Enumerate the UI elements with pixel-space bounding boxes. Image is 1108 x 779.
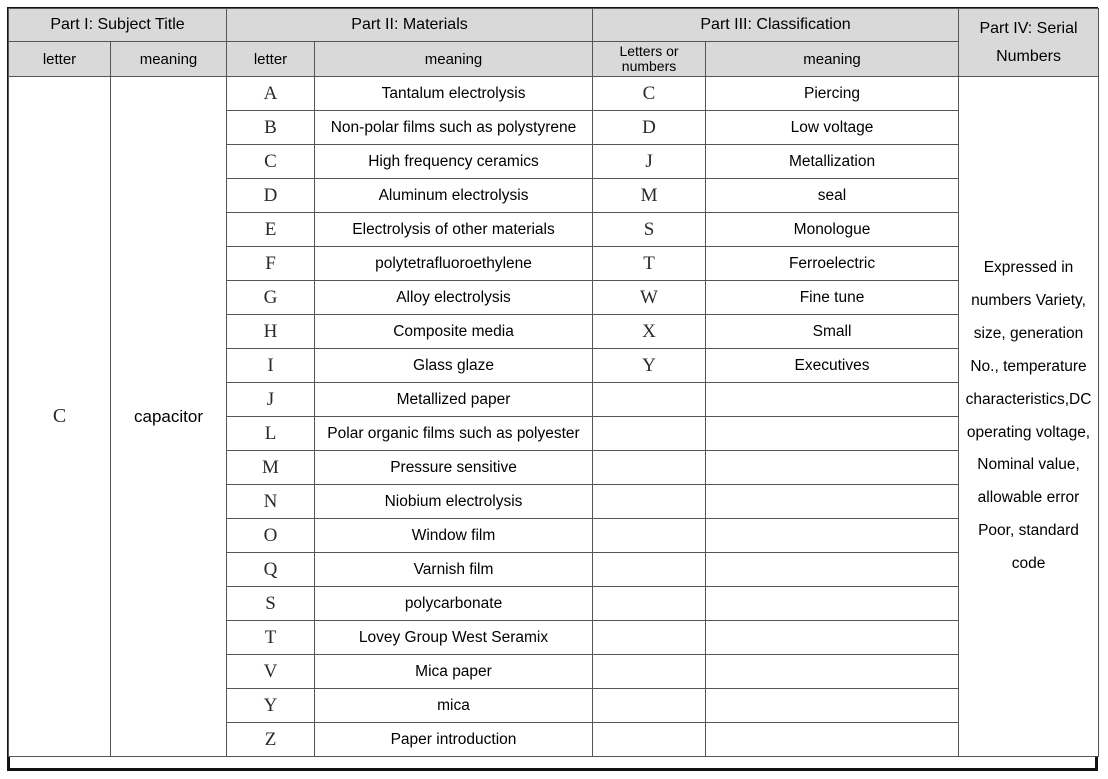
part2-meaning-cell: polytetrafluoroethylene: [315, 247, 593, 281]
part2-meaning-cell: Tantalum electrolysis: [315, 77, 593, 111]
part3-meaning-cell: Fine tune: [706, 281, 959, 315]
part2-meaning-cell: Aluminum electrolysis: [315, 179, 593, 213]
part3-letter-cell: [593, 723, 706, 757]
part2-letter-cell: I: [227, 349, 315, 383]
part4-serial-numbers-cell: Expressed in numbers Variety, size, generation No., temperature characteristics,DC operating voltage, Nominal value, allowable error Poor, standard code: [959, 77, 1099, 757]
part2-meaning-cell: Mica paper: [315, 655, 593, 689]
table-row: [9, 77, 1099, 111]
part3-letter-cell: [593, 553, 706, 587]
part3-letter-cell: [593, 655, 706, 689]
part3-meaning-cell: seal: [706, 179, 959, 213]
part3-meaning-cell: [706, 553, 959, 587]
part2-letter-cell: E: [227, 213, 315, 247]
part3-letter-cell: [593, 689, 706, 723]
part3-letter-cell: [593, 451, 706, 485]
part3-letter-cell: W: [593, 281, 706, 315]
part3-meaning-cell: [706, 621, 959, 655]
part3-letter-cell: M: [593, 179, 706, 213]
part3-letter-cell: S: [593, 213, 706, 247]
subheader-part3-meaning: meaning: [706, 42, 959, 77]
header-row-subheaders: [9, 42, 1099, 77]
part2-letter-cell: Q: [227, 553, 315, 587]
part3-meaning-cell: Monologue: [706, 213, 959, 247]
part2-meaning-cell: Pressure sensitive: [315, 451, 593, 485]
part2-letter-cell: V: [227, 655, 315, 689]
part3-meaning-cell: [706, 417, 959, 451]
header-row-parts: [9, 9, 1099, 42]
table-header: [9, 9, 1099, 77]
part3-letter-cell: [593, 519, 706, 553]
part2-meaning-cell: Composite media: [315, 315, 593, 349]
part2-letter-cell: C: [227, 145, 315, 179]
part3-meaning-cell: [706, 451, 959, 485]
part3-meaning-cell: Metallization: [706, 145, 959, 179]
part2-meaning-cell: mica: [315, 689, 593, 723]
part2-letter-cell: T: [227, 621, 315, 655]
header-part-3: Part III: Classification: [593, 9, 959, 42]
part3-meaning-cell: Executives: [706, 349, 959, 383]
part2-letter-cell: Y: [227, 689, 315, 723]
part2-letter-cell: S: [227, 587, 315, 621]
part2-meaning-cell: Varnish film: [315, 553, 593, 587]
part1-meaning-cell: capacitor: [111, 77, 227, 757]
part2-letter-cell: L: [227, 417, 315, 451]
subheader-part1-letter: letter: [9, 42, 111, 77]
part3-letter-cell: D: [593, 111, 706, 145]
part3-meaning-cell: [706, 655, 959, 689]
part2-letter-cell: O: [227, 519, 315, 553]
part2-meaning-cell: High frequency ceramics: [315, 145, 593, 179]
header-part-4: Part IV: Serial Numbers: [959, 9, 1099, 77]
part2-letter-cell: G: [227, 281, 315, 315]
part3-letter-cell: [593, 485, 706, 519]
capacitor-naming-table: [8, 8, 1099, 757]
subheader-part2-meaning: meaning: [315, 42, 593, 77]
header-part-1: Part I: Subject Title: [9, 9, 227, 42]
part3-letter-cell: [593, 621, 706, 655]
header-part-2: Part II: Materials: [227, 9, 593, 42]
part2-letter-cell: M: [227, 451, 315, 485]
part3-meaning-cell: Piercing: [706, 77, 959, 111]
part3-letter-cell: C: [593, 77, 706, 111]
part3-meaning-cell: Small: [706, 315, 959, 349]
part3-letter-cell: J: [593, 145, 706, 179]
part2-letter-cell: D: [227, 179, 315, 213]
part2-meaning-cell: Window film: [315, 519, 593, 553]
part2-letter-cell: Z: [227, 723, 315, 757]
part2-letter-cell: H: [227, 315, 315, 349]
part2-meaning-cell: Non-polar films such as polystyrene: [315, 111, 593, 145]
subheader-part1-meaning: meaning: [111, 42, 227, 77]
part3-letter-cell: [593, 417, 706, 451]
table-body: [9, 77, 1099, 757]
part2-meaning-cell: polycarbonate: [315, 587, 593, 621]
part3-letter-cell: [593, 587, 706, 621]
part2-meaning-cell: Electrolysis of other materials: [315, 213, 593, 247]
part3-meaning-cell: Ferroelectric: [706, 247, 959, 281]
part2-meaning-cell: Polar organic films such as polyester: [315, 417, 593, 451]
part2-meaning-cell: Niobium electrolysis: [315, 485, 593, 519]
part3-meaning-cell: [706, 485, 959, 519]
part2-meaning-cell: Lovey Group West Seramix: [315, 621, 593, 655]
part3-meaning-cell: Low voltage: [706, 111, 959, 145]
part3-meaning-cell: [706, 723, 959, 757]
part2-meaning-cell: Alloy electrolysis: [315, 281, 593, 315]
part3-letter-cell: Y: [593, 349, 706, 383]
part3-meaning-cell: [706, 519, 959, 553]
part3-meaning-cell: [706, 383, 959, 417]
part3-letter-cell: T: [593, 247, 706, 281]
part2-letter-cell: A: [227, 77, 315, 111]
part2-meaning-cell: Paper introduction: [315, 723, 593, 757]
part2-letter-cell: J: [227, 383, 315, 417]
part1-letter-cell: C: [9, 77, 111, 757]
subheader-part2-letter: letter: [227, 42, 315, 77]
part2-letter-cell: N: [227, 485, 315, 519]
part2-meaning-cell: Glass glaze: [315, 349, 593, 383]
part3-meaning-cell: [706, 689, 959, 723]
part2-letter-cell: F: [227, 247, 315, 281]
part3-letter-cell: X: [593, 315, 706, 349]
part2-letter-cell: B: [227, 111, 315, 145]
part2-meaning-cell: Metallized paper: [315, 383, 593, 417]
part3-meaning-cell: [706, 587, 959, 621]
subheader-part3-letters-or-numbers: Letters or numbers: [593, 42, 706, 77]
part3-letter-cell: [593, 383, 706, 417]
